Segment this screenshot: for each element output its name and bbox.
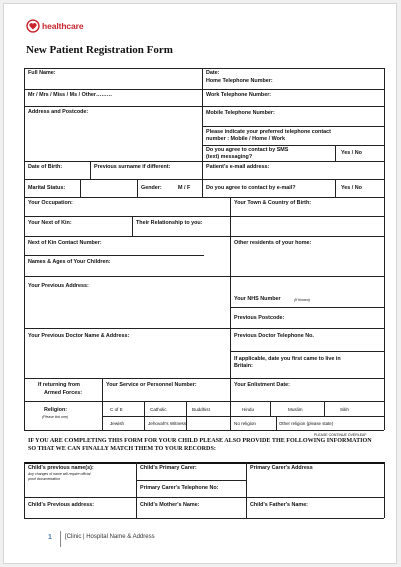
nhs-known-hint: (If Known) [294, 298, 310, 302]
brand-logo [26, 18, 84, 34]
brand-name: healthcare [42, 21, 84, 31]
preferred-phone-label: Please indicate your preferred telephone contact [206, 129, 331, 135]
first-came-label-2: Britain: [234, 363, 253, 369]
rule [24, 161, 384, 162]
religion-jewish[interactable]: Jewish [110, 421, 125, 426]
rule [102, 378, 103, 430]
rule [230, 307, 384, 308]
religion-sikh[interactable]: Sikh [340, 407, 349, 412]
rule [24, 68, 384, 69]
dob-label: Date of Birth: [28, 164, 63, 170]
rule [24, 276, 384, 277]
religion-muslim[interactable]: Muslim [288, 407, 303, 412]
religion-cofe[interactable]: C of E [110, 407, 123, 412]
prev-address-label: Your Previous Address: [28, 283, 89, 289]
email-agree-label: Do you agree to contact by e-mail? [206, 185, 296, 191]
full-name-label: Full Name: [28, 70, 56, 76]
prev-postcode-label: Previous Postcode: [234, 315, 285, 321]
rule [24, 462, 25, 518]
prev-surname-label: Previous surname if different: [94, 164, 171, 170]
rule [144, 401, 145, 430]
child-prev-names-note: Any changes of name will require official [28, 472, 91, 476]
rule [24, 401, 384, 402]
rule [24, 518, 384, 519]
salutation-label: Mr / Mrs / Miss / Ms / Other……… [28, 92, 113, 98]
child-prev-address-label: Child's Previous address: [28, 502, 94, 508]
form-page [3, 3, 397, 564]
religion-jehovahs-witness[interactable]: Jehovah's Witness [148, 421, 187, 426]
prev-doctor-phone-label: Previous Doctor Telephone No. [234, 333, 314, 339]
kin-contact-label: Next of Kin Contact Number: [28, 240, 102, 246]
marital-label: Marital Status: [28, 185, 66, 191]
town-country-label: Your Town & Country of Birth: [234, 200, 312, 206]
sms-agree-label: Do you agree to contact by SMS [206, 147, 289, 153]
child-prev-names-label: Child's previous name(s): [28, 465, 94, 471]
sms-yes-no: Yes / No [341, 150, 362, 156]
gender-label: Gender: [141, 185, 162, 191]
date-label: Date: [206, 70, 220, 76]
prev-doctor-label: Your Previous Doctor Name & Address: [28, 333, 130, 339]
religion-hindu[interactable]: Hindu [242, 407, 255, 412]
child-primary-carer-label: Child's Primary Carer: [140, 465, 197, 471]
child-father-label: Child's Father's Name: [250, 502, 308, 508]
rule [230, 401, 231, 430]
occupation-label: Your Occupation: [28, 200, 73, 206]
rule [202, 145, 384, 146]
rule [24, 236, 384, 237]
rule [202, 68, 203, 197]
rule [202, 126, 384, 127]
rule [136, 480, 246, 481]
rule [335, 145, 336, 161]
address-label: Address and Postcode: [28, 109, 89, 115]
next-of-kin-label: Your Next of Kin: [28, 220, 72, 226]
email-yes-no: Yes / No [341, 185, 362, 191]
form-title: New Patient Registration Form [26, 44, 173, 56]
child-mother-label: Child's Mother's Name: [140, 502, 200, 508]
footer-divider [60, 531, 61, 547]
religion-buddhist[interactable]: Buddhist [192, 407, 210, 412]
rule [270, 401, 271, 416]
sms-agree-label-2: (text) messaging? [206, 154, 253, 160]
armed-forces-label: If returning from [38, 382, 80, 388]
home-phone-label: Home Telephone Number: [206, 78, 273, 84]
preferred-phone-options: number : Mobile / Home / Work [206, 136, 285, 142]
armed-forces-label-2: Armed Forces: [44, 390, 83, 396]
rule [24, 497, 384, 498]
religion-none[interactable]: No religion [234, 421, 256, 426]
rule [24, 179, 384, 180]
rule [24, 328, 384, 329]
nhs-number-label: Your NHS Number [234, 296, 281, 302]
religion-hint: (Please tick one) [42, 415, 69, 419]
rule [24, 216, 384, 217]
rule [24, 106, 384, 107]
rule [335, 179, 336, 197]
mobile-phone-label: Mobile Telephone Number: [206, 110, 275, 116]
child-notice: IF YOU ARE COMPLETING THIS FORM FOR YOUR CHILD PLEASE ALSO PROVIDE THE FOLLOWING INFORMATION SO THAT WE CAN FINALLY MATCH THEM TO YOUR RECORDS: [28, 438, 372, 452]
gender-options: M / F [178, 185, 191, 191]
rule [24, 197, 384, 198]
rule [90, 161, 91, 179]
primary-carer-phone-label: Primary Carer's Telephone No: [140, 485, 219, 491]
rule [24, 255, 204, 256]
rule [246, 462, 247, 518]
rule [384, 68, 385, 430]
first-came-label: If applicable, date you first came to live in [234, 356, 341, 362]
child-prev-names-note-2: proof documentation [28, 477, 60, 481]
rule [230, 197, 231, 401]
other-residents-label: Other residents of your home: [234, 240, 312, 246]
rule [324, 401, 325, 416]
enlistment-label: Your Enlistment Date: [234, 382, 290, 388]
primary-carer-address-label: Primary Carer's Address [250, 465, 313, 471]
rule [80, 179, 81, 197]
rule [132, 216, 133, 236]
rule [136, 462, 137, 518]
rule [24, 430, 384, 431]
relationship-label: Their Relationship to you: [136, 220, 203, 226]
footer-clinic-address: [Clinic | Hospital Name & Address [65, 534, 155, 540]
continue-overleaf: PLEASE CONTINUE OVERLEAF [314, 433, 367, 437]
religion-catholic[interactable]: Catholic [150, 407, 167, 412]
rule [24, 462, 384, 464]
rule [276, 416, 277, 430]
rule [24, 378, 384, 379]
email-label: Patient's e-mail address: [206, 164, 270, 170]
religion-label: Religion: [44, 407, 68, 413]
children-label: Names & Ages of Your Children: [28, 259, 111, 265]
rule [137, 179, 138, 197]
rule [384, 462, 385, 518]
work-phone-label: Work Telephone Number: [206, 92, 272, 98]
religion-other[interactable]: Other religion (please state) [279, 421, 334, 426]
rule [24, 68, 25, 430]
heart-logo-icon [26, 19, 40, 33]
page-number: 1 [48, 534, 52, 541]
rule [24, 89, 384, 90]
rule [230, 351, 384, 352]
service-number-label: Your Service or Personnel Number: [106, 382, 197, 388]
